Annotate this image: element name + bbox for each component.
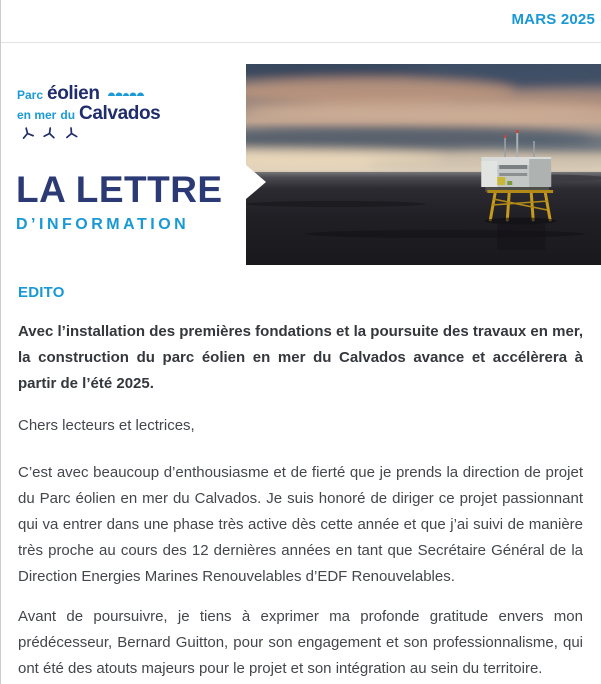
header-row xyxy=(1,0,601,29)
edito-heading: EDITO xyxy=(18,284,65,301)
waves-icon xyxy=(108,85,144,102)
offshore-substation-at-sea-photo xyxy=(246,64,601,265)
edito-greeting: Chers lecteurs et lectrices, xyxy=(18,417,195,434)
edito-section xyxy=(1,284,601,682)
issue-date: MARS 2025 xyxy=(511,11,595,28)
logo-word-enmer: en mer xyxy=(17,107,57,122)
newsletter-title: LA LETTRE xyxy=(16,168,223,210)
newsletter-subtitle: D’INFORMATION xyxy=(16,215,190,233)
logo-word-eolien: éolien xyxy=(47,83,100,104)
logo-word-du: du xyxy=(60,107,76,122)
edito-paragraph-1: C’est avec beaucoup d’enthousiasme et de fierté que je prends la direction de projet du Parc éolien en mer du Calvados. Je suis honoré de diriger ce projet passionnant qui va entrer dans une phase très active dès cette année et que j’ai suivi de manière très proche au cours des 12 dernières années en tant que Secrétaire Général de la Direction Energies Marines Renouvelables d’EDF Renouvelables. xyxy=(18,464,583,585)
logo-line-2 xyxy=(17,104,246,124)
wind-turbine-icon xyxy=(65,127,78,145)
edito-intro-paragraph: Avec l’installation des premières fondations et la poursuite des travaux en mer, la construction du parc éolien en mer du Calvados avance et accélèrera à partir de l’été 2025. xyxy=(18,323,583,392)
hero-left-column xyxy=(1,64,246,265)
wind-turbine-icon xyxy=(43,127,56,145)
wind-turbine-icon xyxy=(21,127,34,145)
logo-line-1 xyxy=(17,84,246,104)
masthead xyxy=(1,169,246,234)
chevron-right-icon xyxy=(246,165,266,199)
logo-turbines xyxy=(17,127,246,145)
logo-word-parc: Parc xyxy=(17,88,44,102)
edito-paragraph-2: Avant de poursuivre, je tiens à exprimer ma profonde gratitude envers mon prédécesseur, Bernard Guitton, pour son engagement et son professionnalisme, qui ont été des atouts majeurs pour le projet et son intégration au sein du territoire. xyxy=(18,608,583,677)
logo-word-calvados: Calvados xyxy=(79,102,161,124)
hero-section xyxy=(1,64,601,265)
top-divider xyxy=(1,42,601,43)
brand-logo xyxy=(1,64,246,145)
